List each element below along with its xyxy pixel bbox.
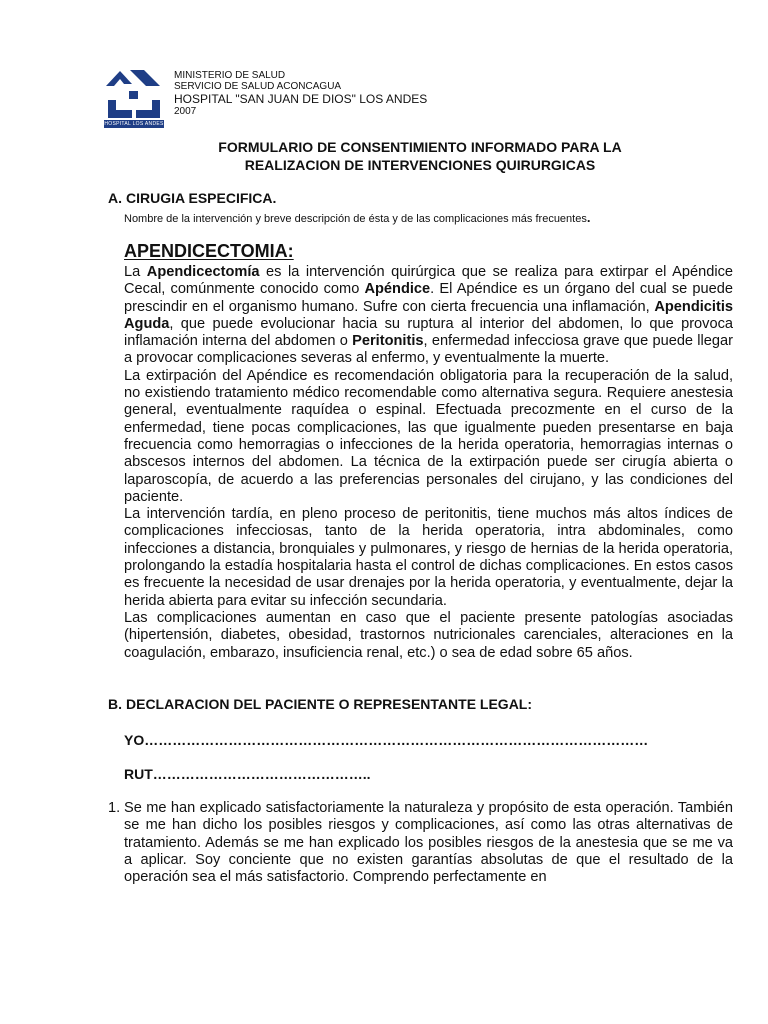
declaration-number: 1. — [108, 800, 121, 816]
section-a-heading — [108, 190, 276, 206]
hospital-logo — [104, 66, 164, 128]
section-a-note-period: . — [586, 210, 591, 225]
procedure-term: Apendicitis Aguda — [124, 298, 733, 332]
section-a-letter: A. — [108, 190, 122, 206]
section-b-heading — [108, 696, 532, 712]
document-header — [174, 70, 427, 117]
procedure-text-run: La — [124, 264, 147, 280]
hospital-name: HOSPITAL "SAN JUAN DE DIOS" LOS ANDES — [174, 92, 428, 106]
procedure-heading: APENDICECTOMIA: — [124, 241, 294, 261]
procedure-paragraph-1 — [124, 264, 733, 368]
procedure-text-run: , enfermedad infecciosa grave que puede llegar a provocar complicaciones severas al enfermo, y eventualmente la muerte. — [124, 333, 733, 367]
hospital-logo-mark — [104, 66, 164, 120]
patient-rut-field[interactable]: RUT……………………………………….. — [124, 766, 371, 782]
declaration-list — [108, 800, 733, 886]
patient-name-field[interactable]: YO……………………………………………………………………………………………… — [124, 732, 649, 748]
procedure-text-run: , que puede evolucionar hacia su ruptura al interior del abdomen, lo que provoca inflamación interna del abdomen o — [124, 315, 733, 350]
procedure-term: Apéndice — [364, 281, 431, 298]
section-a-note-text: Nombre de la intervención y breve descripción de ésta y de las complicaciones más frecuentes — [124, 213, 587, 225]
form-title-line-2: REALIZACION DE INTERVENCIONES QUIRURGICAS — [244, 157, 596, 173]
section-a-title: CIRUGIA ESPECIFICA. — [126, 190, 277, 206]
form-title — [110, 138, 730, 174]
form-title-line-1: FORMULARIO DE CONSENTIMIENTO INFORMADO PARA LA — [218, 139, 622, 155]
procedure-paragraph-3: La intervención tardía, en pleno proceso de peritonitis, tiene muchos más altos índices de complicaciones infecciosas, tanto de la herida operatoria, intra abdominales, como infecciones a distancia, bronquiales y pulmonares, y riesgo de hernias de la herida operatoria, prolongando la estadía hospitalaria hasta el control de dichas complicaciones. En estos casos es frecuente la necesidad de usar drenajes por la herida operatoria, y eventualmente, dejar la herida abierta para evitar su infección secundaria. — [124, 506, 733, 609]
logo-caption: HOSPITAL LOS ANDES — [104, 121, 164, 127]
document-year: 2007 — [174, 106, 197, 117]
ministry-name: MINISTERIO DE SALUD — [174, 70, 286, 81]
procedure-paragraph-2: La extirpación del Apéndice es recomendación obligatoria para la recuperación de la salud, no existiendo tratamiento médico recomendable como alternativa segura. Requiere anestesia general, eventualmente raquídea o espinal. Efectuada precozmente en el curso de la enfermedad, tiene pocas complicaciones, las que igualmente pueden presentarse en baja frecuencia como hemorragias o infecciones de la herida operatoria, hemorragias internas o abscesos internos del abdomen. La técnica de la extirpación puede ser cirugía abierta o laparoscopía, de acuerdo a las preferencias personales del cirujano, y las condiciones del paciente. — [124, 367, 733, 505]
section-b-letter: B. — [108, 696, 122, 712]
procedure-term: Peritonitis — [352, 333, 424, 350]
procedure-text-run: . El Apéndice es un órgano del cual se puede prescindir en el organismo humano. Sufre con cierta frecuencia una inflamación, — [124, 281, 733, 315]
procedure-paragraph-4: Las complicaciones aumentan en caso que el paciente presente patologías asociadas (hipertensión, diabetes, obesidad, trastornos nutricionales carenciales, alteraciones en la coagulación, embarazo, insuficiencia renal, etc.) o sea de edad sobre 65 años. — [124, 609, 733, 661]
section-a-instructions — [124, 210, 590, 225]
list-item — [108, 800, 733, 886]
procedure-description — [124, 264, 733, 662]
procedure-text-run: es la intervención quirúrgica que se realiza para extirpar el Apéndice Cecal, comúnmente conocido como — [124, 264, 733, 298]
declaration-text: Se me han explicado satisfactoriamente la naturaleza y propósito de esta operación. También se me han dicho los posibles riesgos y complicaciones, así como las otras alternativas de tratamiento. Además se me han explicado los posibles riesgos de la anestesia que se me va a aplicar. Soy conciente que no existen garantías absolutas de que el resultado de la operación sea el más satisfactorio. Comprendo perfectamente en — [124, 800, 733, 886]
health-service-name: SERVICIO DE SALUD ACONCAGUA — [174, 81, 342, 92]
procedure-term: Apendicectomía — [146, 264, 260, 280]
section-b-title: DECLARACION DEL PACIENTE O REPRESENTANTE LEGAL: — [126, 696, 533, 712]
